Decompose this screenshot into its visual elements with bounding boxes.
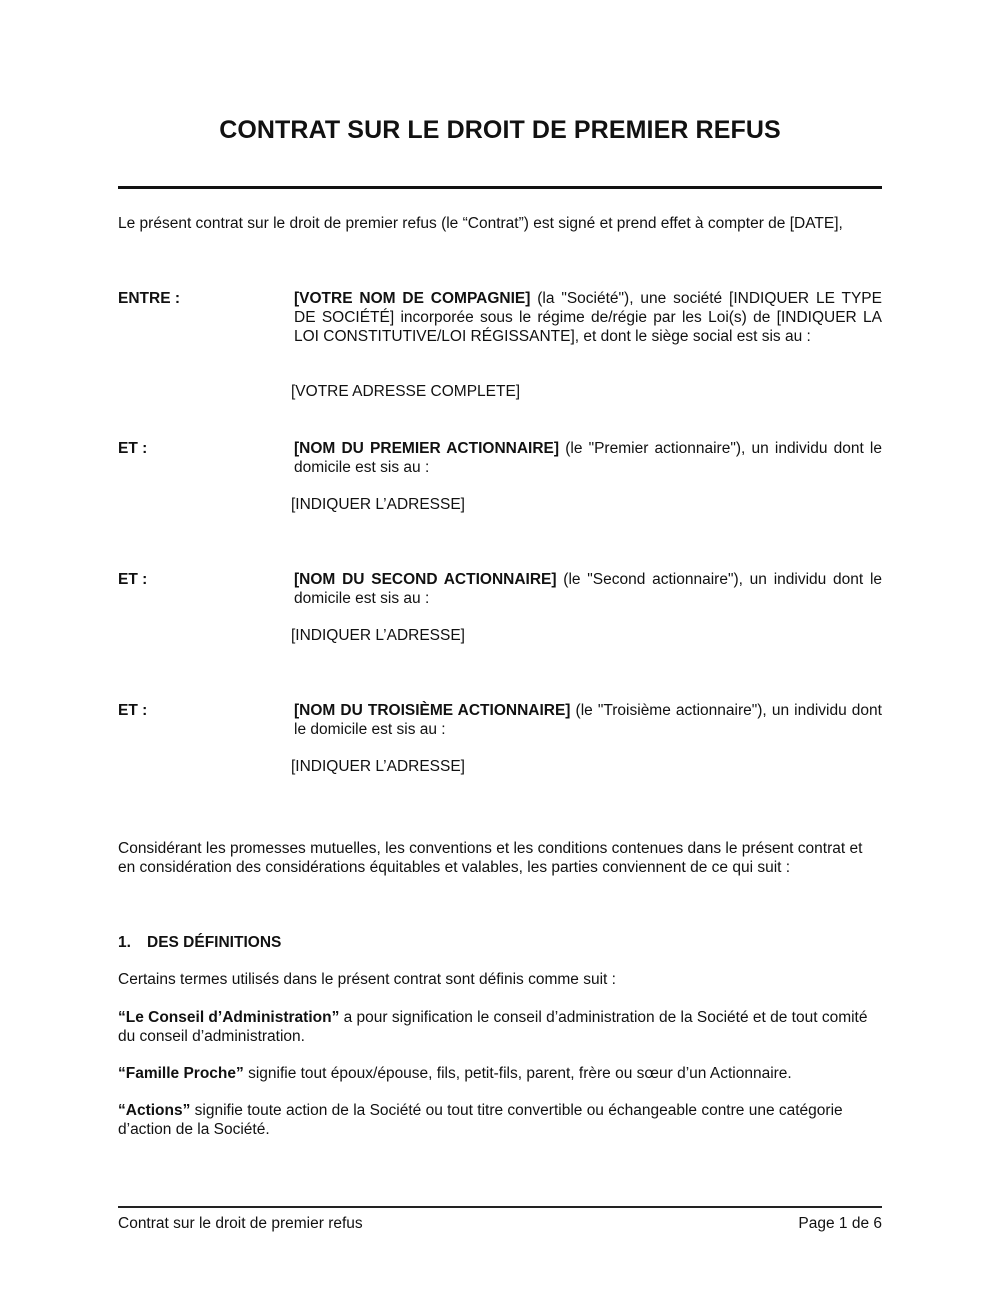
party-third-shareholder-address: [INDIQUER L’ADRESSE] bbox=[291, 758, 465, 775]
footer-document-name: Contrat sur le droit de premier refus bbox=[118, 1215, 363, 1232]
party-third-shareholder-name: [NOM DU TROISIÈME ACTIONNAIRE] bbox=[294, 702, 571, 719]
party-second-shareholder-address: [INDIQUER L’ADRESSE] bbox=[291, 627, 465, 644]
definitions-intro: Certains termes utilisés dans le présent contrat sont définis comme suit : bbox=[118, 971, 616, 988]
considering-paragraph: Considérant les promesses mutuelles, les conventions et les conditions contenues dans le présent contrat et en considération des considérations équitables et valables, les parties conviennent de ce qui suit : bbox=[118, 840, 863, 876]
party-second-shareholder-name: [NOM DU SECOND ACTIONNAIRE] bbox=[294, 571, 557, 588]
party-company-name: [VOTRE NOM DE COMPAGNIE] bbox=[294, 290, 531, 307]
footer-page-number: Page 1 de 6 bbox=[798, 1215, 882, 1232]
party-company-address: [VOTRE ADRESSE COMPLETE] bbox=[291, 383, 521, 400]
document-title: CONTRAT SUR LE DROIT DE PREMIER REFUS bbox=[219, 116, 781, 144]
party-third-shareholder-description: (le "Troisième actionnaire"), un individu dont le domicile est sis au : bbox=[294, 702, 882, 738]
party-first-shareholder bbox=[294, 439, 882, 477]
party-first-shareholder-name: [NOM DU PREMIER ACTIONNAIRE] bbox=[294, 440, 560, 457]
party-third-shareholder bbox=[294, 701, 882, 739]
definition-text: signifie tout époux/épouse, fils, petit-fils, parent, frère ou sœur d’un Actionnaire. bbox=[243, 1065, 792, 1082]
section-number: 1. bbox=[118, 934, 131, 951]
definition-text: signifie toute action de la Société ou tout titre convertible ou échangeable contre une catégorie d’action de la Société. bbox=[118, 1102, 843, 1138]
definition-text: a pour signification le conseil d’administration de la Société et de tout comité du conseil d’administration. bbox=[118, 1009, 868, 1045]
definition-term: “Actions” bbox=[118, 1102, 191, 1119]
party-label-entre: ENTRE : bbox=[118, 290, 180, 307]
party-second-shareholder bbox=[294, 570, 882, 608]
party-first-shareholder-address: [INDIQUER L’ADRESSE] bbox=[291, 496, 465, 513]
party-label-et-2: ET : bbox=[118, 571, 148, 588]
definition-term: “Famille Proche” bbox=[118, 1065, 244, 1082]
section-title: DES DÉFINITIONS bbox=[147, 934, 282, 951]
intro-paragraph: Le présent contrat sur le droit de premier refus (le “Contrat”) est signé et prend effet à compter de [DATE], bbox=[118, 215, 843, 232]
footer-divider bbox=[118, 1206, 882, 1208]
party-label-et-3: ET : bbox=[118, 702, 148, 719]
party-company bbox=[294, 289, 882, 346]
party-first-shareholder-description: (le "Premier actionnaire"), un individu dont le domicile est sis au : bbox=[294, 440, 882, 476]
definition-close-family bbox=[118, 1064, 882, 1083]
section-heading-definitions bbox=[118, 933, 281, 952]
definition-term: “Le Conseil d’Administration” bbox=[118, 1009, 340, 1026]
party-company-description: (la "Société"), une société [INDIQUER LE TYPE DE SOCIÉTÉ] incorporée sous le régime de/régie par les Loi(s) de [INDIQUER LA LOI CONSTITUTIVE/LOI RÉGISSANTE], et dont le siège social est sis au : bbox=[294, 290, 882, 345]
party-label-et-1: ET : bbox=[118, 440, 148, 457]
party-second-shareholder-description: (le "Second actionnaire"), un individu dont le domicile est sis au : bbox=[294, 571, 883, 607]
definition-board bbox=[118, 1008, 868, 1046]
definition-shares bbox=[118, 1101, 888, 1139]
title-divider bbox=[118, 186, 882, 189]
